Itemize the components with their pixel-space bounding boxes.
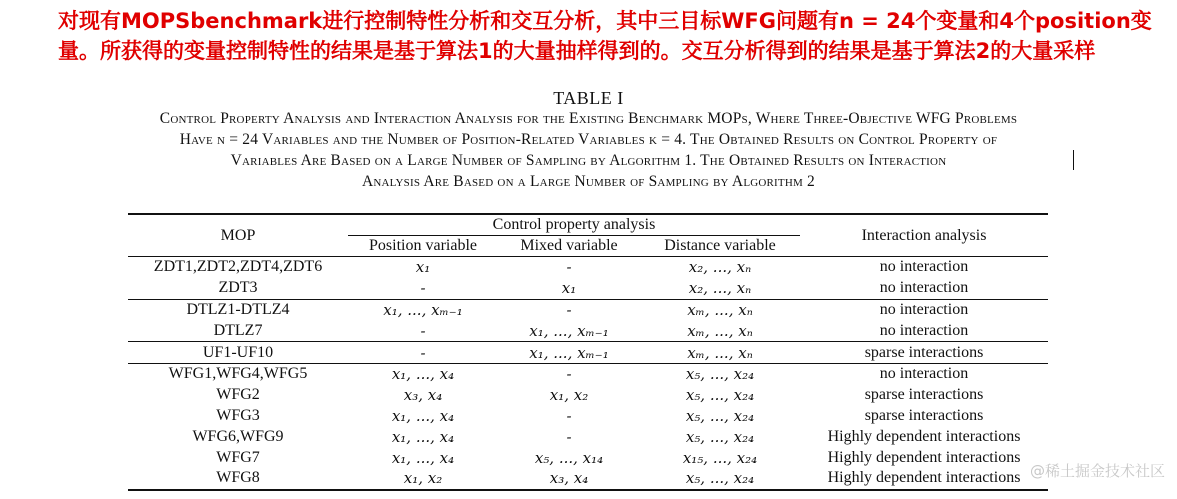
cell-distance: x₅, ..., x₂₄	[685, 469, 755, 488]
cell-mixed: x₁, ..., xₘ₋₁	[529, 343, 609, 362]
header-control-property: Control property analysis	[348, 214, 800, 236]
cell-position: x₁, ..., x₄	[391, 427, 455, 446]
cell-mixed: -	[566, 300, 572, 319]
results-table	[128, 213, 1048, 491]
cell-distance: x₅, ..., x₂₄	[685, 365, 755, 384]
table-row	[128, 426, 1048, 447]
header-mixed: Mixed variable	[520, 237, 618, 254]
results-table-wrap	[128, 213, 1048, 491]
cell-interaction: Highly dependent interactions	[827, 448, 1021, 466]
cell-mixed: -	[566, 406, 572, 425]
cell-distance: xₘ, ..., xₙ	[687, 321, 753, 340]
table-row	[128, 278, 1048, 299]
cell-position: -	[420, 321, 426, 340]
header-position: Position variable	[369, 237, 477, 254]
cell-mixed: x₅, ..., x₁₄	[534, 448, 604, 467]
cell-mop: WFG1,WFG4,WFG5	[168, 365, 308, 383]
caption-line-1: Control Property Analysis and Interaction Analysis for the Existing Benchmark MOPs, Where Three-Objective WFG Problems	[159, 110, 1018, 127]
cell-distance: x₂, ..., xₙ	[688, 279, 752, 298]
cell-distance: x₅, ..., x₂₄	[685, 406, 755, 425]
cell-position: x₁	[415, 258, 431, 277]
header-interaction: Interaction analysis	[861, 226, 987, 244]
cell-mixed: x₃, x₄	[549, 469, 589, 488]
cell-position: x₁, ..., x₄	[391, 448, 455, 467]
cell-distance: x₁₅, ..., x₂₄	[682, 448, 758, 467]
cell-interaction: sparse interactions	[864, 343, 984, 361]
cell-interaction: sparse interactions	[864, 386, 984, 404]
cell-interaction: Highly dependent interactions	[827, 427, 1021, 445]
caption-line-3: Variables Are Based on a Large Number of Sampling by Algorithm 1. The Obtained Results on Interaction	[230, 152, 947, 169]
cell-position: -	[420, 279, 426, 298]
header-mop: MOP	[220, 226, 256, 244]
cell-distance: x₅, ..., x₂₄	[685, 386, 755, 405]
table-row	[128, 363, 1048, 384]
table-row	[128, 257, 1048, 278]
cell-interaction: sparse interactions	[864, 406, 984, 424]
table-row	[128, 385, 1048, 406]
cell-position: x₁, x₂	[403, 469, 443, 488]
cell-position: x₁, ..., x₄	[391, 365, 455, 384]
header-distance: Distance variable	[664, 237, 776, 254]
cell-interaction: no interaction	[879, 258, 969, 276]
annotation-note: 对现有MOPSbenchmark进行控制特性分析和交互分析，其中三目标WFG问题有n = 24个变量和4个position变量。所获得的变量控制特性的结果是基于算法1的大量抽样得到的。交互分析得到的结果是基于算法2的大量采样	[58, 9, 1152, 63]
cell-position: x₁, ..., xₘ₋₁	[383, 300, 463, 319]
cell-mixed: -	[566, 365, 572, 384]
watermark: @稀土掘金技术社区	[1029, 462, 1165, 480]
cell-mixed: -	[566, 427, 572, 446]
cell-position: -	[420, 343, 426, 362]
cell-position: x₁, ..., x₄	[391, 406, 455, 425]
cell-position: x₃, x₄	[403, 386, 443, 405]
table-row	[128, 299, 1048, 320]
table-row	[128, 447, 1048, 468]
cell-distance: x₂, ..., xₙ	[688, 258, 752, 277]
cell-mop: WFG8	[216, 469, 260, 487]
cell-mixed: x₁	[561, 279, 577, 298]
cell-distance: x₅, ..., x₂₄	[685, 427, 755, 446]
table-row	[128, 406, 1048, 427]
cell-interaction: Highly dependent interactions	[827, 469, 1021, 487]
cell-mixed: -	[566, 258, 572, 277]
cell-mop: WFG6,WFG9	[192, 427, 284, 445]
cell-mop: DTLZ7	[213, 321, 263, 339]
table-row	[128, 468, 1048, 490]
cell-distance: xₘ, ..., xₙ	[687, 343, 753, 362]
table-row	[128, 320, 1048, 341]
cell-mop: UF1-UF10	[202, 343, 274, 361]
cell-interaction: no interaction	[879, 279, 969, 297]
cell-interaction: no interaction	[879, 321, 969, 339]
table-label: TABLE I	[553, 88, 624, 108]
cell-mop: WFG7	[216, 448, 260, 466]
caption-line-2: Have n = 24 Variables and the Number of Position-Related Variables k = 4. The Obtained Results on Control Property of	[179, 131, 998, 148]
text-cursor	[1073, 150, 1074, 170]
cell-mixed: x₁, x₂	[549, 386, 589, 405]
caption-line-4: Analysis Are Based on a Large Number of Sampling by Algorithm 2	[362, 173, 815, 190]
table-body	[128, 257, 1048, 490]
cell-interaction: no interaction	[879, 300, 969, 318]
cell-distance: xₘ, ..., xₙ	[687, 300, 753, 319]
cell-interaction: no interaction	[879, 365, 969, 383]
cell-mop: DTLZ1-DTLZ4	[186, 300, 290, 318]
table-row	[128, 342, 1048, 364]
cell-mixed: x₁, ..., xₘ₋₁	[529, 321, 609, 340]
table-caption	[0, 108, 1177, 192]
cell-mop: ZDT1,ZDT2,ZDT4,ZDT6	[153, 258, 323, 276]
cell-mop: ZDT3	[218, 279, 258, 297]
cell-mop: WFG3	[216, 406, 260, 424]
cell-mop: WFG2	[216, 386, 260, 404]
